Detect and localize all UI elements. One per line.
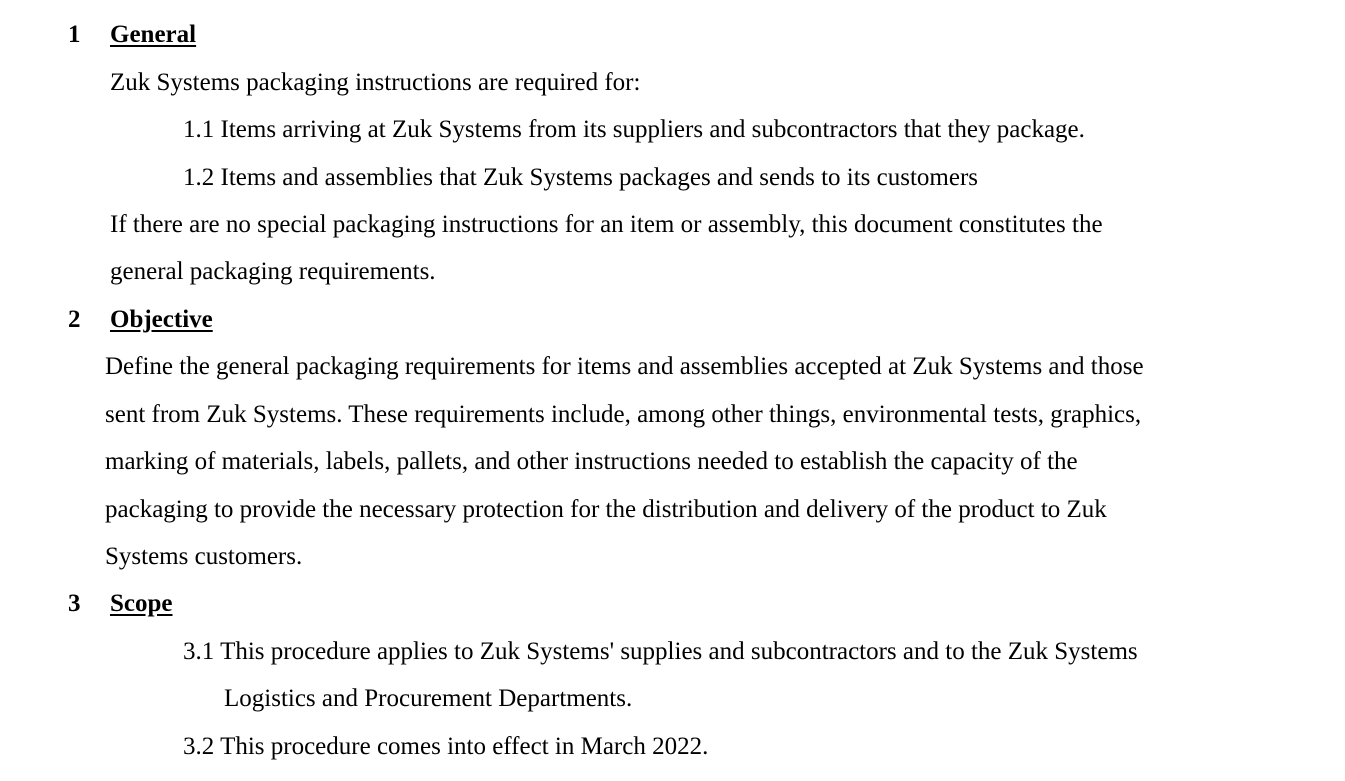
list-item-number: 1.2 (183, 164, 215, 191)
list-item (183, 163, 978, 193)
list-item (183, 637, 1138, 667)
paragraph-line: Systems customers. (105, 543, 303, 570)
section-heading-scope: Scope (110, 590, 173, 617)
section-number: 2 (68, 306, 81, 333)
list-item-text: Items arriving at Zuk Systems from its suppliers and subcontractors that they package. (220, 116, 1085, 143)
list-item-text: This procedure applies to Zuk Systems' supplies and subcontractors and to the Zuk Systems (220, 638, 1138, 665)
paragraph-intro: Zuk Systems packaging instructions are required for: (110, 69, 641, 96)
section-heading-general: General (110, 21, 197, 48)
paragraph-line: sent from Zuk Systems. These requirements include, among other things, environmental tests, graphics, (105, 401, 1142, 428)
list-item (183, 115, 1085, 145)
section-number: 1 (68, 21, 81, 48)
section-number: 3 (68, 590, 81, 617)
list-item-text: This procedure comes into effect in March 2022. (220, 733, 709, 760)
paragraph-line: If there are no special packaging instructions for an item or assembly, this document constitutes the (110, 211, 1103, 238)
list-item-continuation: Logistics and Procurement Departments. (224, 685, 633, 712)
paragraph-line: general packaging requirements. (110, 258, 436, 285)
paragraph-line: Define the general packaging requirements for items and assemblies accepted at Zuk Systems and those (105, 353, 1144, 380)
list-item-text: Items and assemblies that Zuk Systems packages and sends to its customers (220, 164, 979, 191)
list-item-number: 1.1 (183, 116, 215, 143)
paragraph-line: packaging to provide the necessary protection for the distribution and delivery of the product to Zuk (105, 496, 1107, 523)
list-item-number: 3.2 (183, 733, 215, 760)
section-heading-objective: Objective (110, 306, 213, 333)
list-item (183, 732, 708, 762)
paragraph-line: marking of materials, labels, pallets, and other instructions needed to establish the capacity of the (105, 448, 1078, 475)
list-item-number: 3.1 (183, 638, 215, 665)
